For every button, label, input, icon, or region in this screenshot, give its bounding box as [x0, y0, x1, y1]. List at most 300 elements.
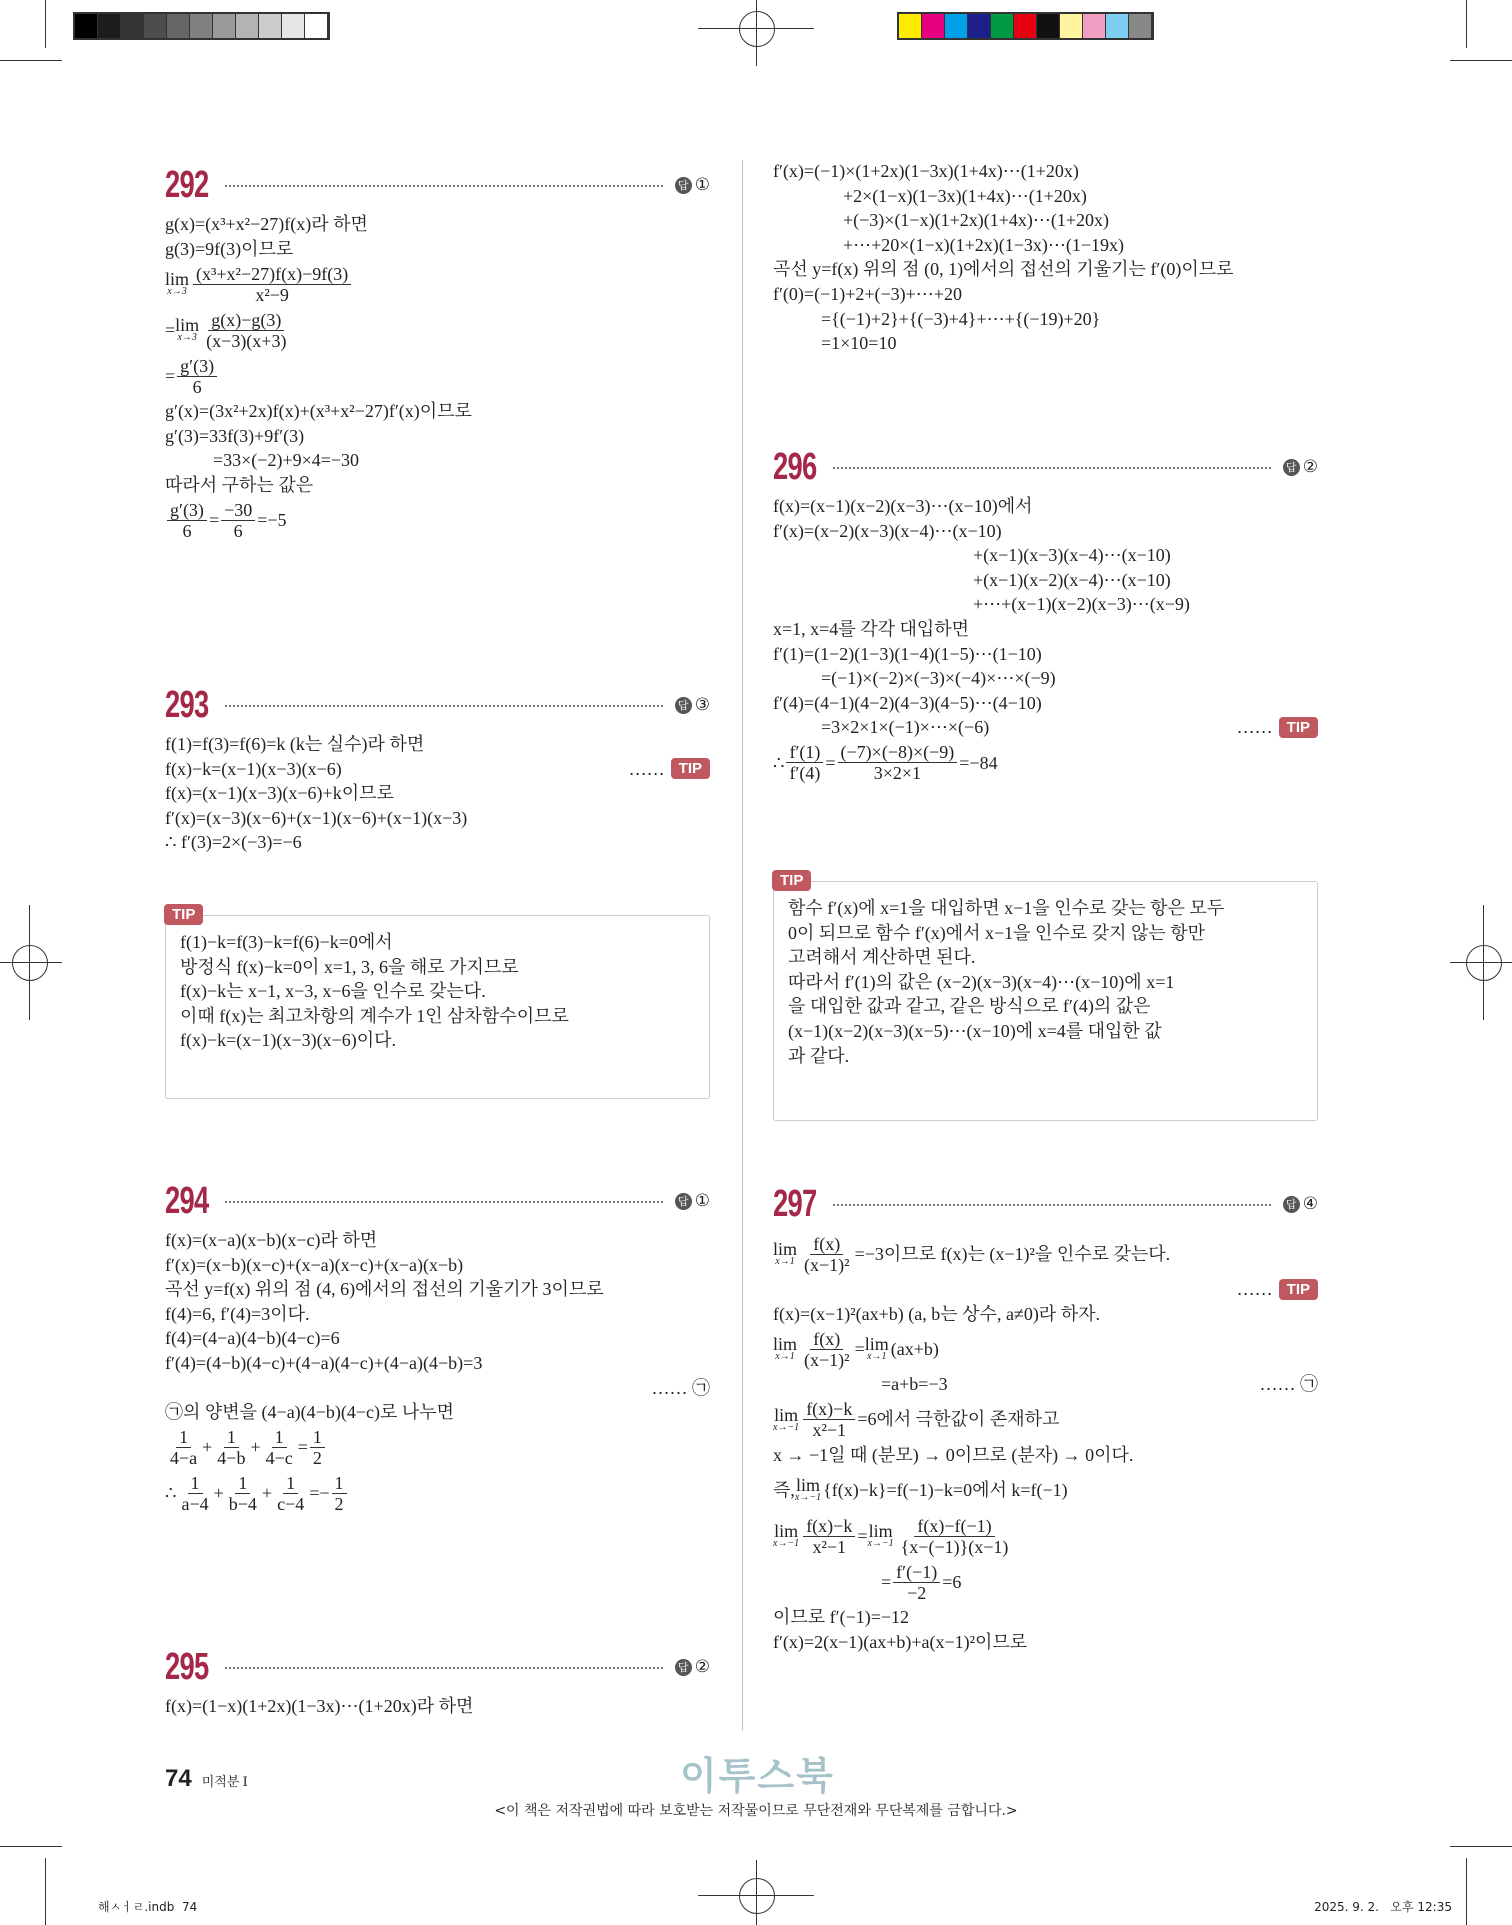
solution-line	[773, 208, 1318, 233]
color-swatch	[213, 14, 236, 38]
math-text: =a+b=−3	[881, 1374, 948, 1395]
math-text: f(x)=(x−1)(x−2)(x−3)⋯(x−10)에서	[773, 496, 1033, 516]
fraction	[167, 1427, 200, 1468]
solution-body	[773, 1231, 1318, 1655]
math-text: f(x)=(x−a)(x−b)(x−c)라 하면	[165, 1230, 378, 1250]
math-text: +⋯+(x−1)(x−2)(x−3)⋯(x−9)	[973, 594, 1190, 615]
limit-subscript: x→−1	[867, 1538, 894, 1550]
ellipsis-marker: …… ㉠	[651, 1377, 710, 1398]
answer	[675, 695, 710, 715]
ellipsis-marker: ……	[1236, 1279, 1273, 1299]
solution-line	[773, 159, 1318, 184]
limit	[867, 1523, 893, 1549]
math-text: x=1, x=4를 각각 대입하면	[773, 618, 970, 639]
numerator: f(x)−k	[803, 1516, 855, 1537]
ellipsis-marker: ……	[1236, 717, 1273, 738]
math-text: ㉠의 양변을 (4−a)(4−b)(4−c)로 나누면	[165, 1402, 455, 1423]
color-swatch	[305, 14, 328, 38]
solution-line	[165, 1425, 710, 1471]
math-text: ∴	[773, 752, 785, 773]
solution-line	[165, 498, 710, 544]
math-text: 방정식 f(x)−k=0이 x=1, 3, 6을 해로 가지므로	[180, 956, 519, 977]
math-text: f′(x)=(x−3)(x−6)+(x−1)(x−6)+(x−1)(x−3)	[165, 807, 468, 828]
numerator: 1	[224, 1427, 239, 1448]
page-number: 74	[165, 1765, 192, 1792]
problem-number: 295	[165, 1645, 209, 1688]
color-swatch	[899, 14, 922, 38]
math-text: =33×(−2)+9×4=−30	[213, 450, 360, 471]
solution-line	[165, 399, 710, 424]
solution-line	[773, 331, 1318, 356]
math-text: g(x)=(x³+x²−27)f(x)라 하면	[165, 214, 368, 234]
numerator: g(x)−g(3)	[208, 310, 284, 331]
answer-value: ①	[694, 175, 710, 194]
answer-icon: 답	[675, 1659, 692, 1676]
fraction	[803, 1516, 855, 1557]
solution-line	[165, 1277, 710, 1302]
math-text: =1×10=10	[821, 333, 897, 354]
math-text: =−84	[959, 752, 998, 773]
answer	[675, 175, 710, 195]
color-swatch	[1014, 14, 1037, 38]
registration-mark	[1466, 945, 1502, 981]
math-text: 0이 되므로 함수 f′(x)에서 x−1을 인수로 갖지 않는 항만	[788, 922, 1206, 943]
solution-292	[165, 165, 710, 544]
numerator: 1	[235, 1473, 250, 1494]
denominator: 4−b	[217, 1448, 246, 1469]
math-text: 과 같다.	[788, 1045, 850, 1066]
solution-line	[773, 282, 1318, 307]
color-swatch	[259, 14, 282, 38]
solution-line	[165, 1694, 710, 1719]
color-swatch	[1106, 14, 1129, 38]
color-swatch	[144, 14, 167, 38]
math-text: g′(x)=(3x²+2x)f(x)+(x³+x²−27)f′(x)이므로	[165, 401, 472, 422]
fraction	[786, 742, 823, 783]
numerator: 1	[283, 1473, 298, 1494]
color-swatch	[282, 14, 305, 38]
solution-line	[773, 1302, 1318, 1327]
math-text: =6	[942, 1572, 962, 1593]
solution-line	[773, 494, 1318, 519]
tip-badge: TIP	[671, 758, 710, 779]
tip-box	[165, 906, 710, 1099]
math-text: +	[213, 1483, 224, 1504]
solution-line	[165, 1376, 710, 1401]
solution-295	[165, 1647, 710, 1719]
solution-line	[773, 666, 1318, 691]
dotted-leader	[225, 1201, 663, 1203]
limit	[175, 317, 199, 343]
solution-line	[773, 1277, 1318, 1302]
crop-mark	[45, 0, 46, 48]
dotted-leader	[225, 1667, 663, 1669]
answer-value: ②	[694, 1657, 710, 1676]
crop-mark	[1466, 1858, 1467, 1925]
math-text: =	[854, 1338, 865, 1359]
denominator: x²−9	[255, 284, 289, 305]
solution-line	[180, 955, 695, 980]
fraction	[167, 500, 207, 541]
denominator: (x−1)²	[804, 1254, 850, 1275]
math-text: =	[165, 365, 176, 386]
denominator: b−4	[228, 1494, 257, 1515]
dotted-leader	[833, 1204, 1271, 1206]
lim-word: lim	[774, 1404, 799, 1425]
solution-line	[180, 930, 695, 955]
solution-line	[180, 1004, 695, 1029]
math-text: =−3이므로 f(x)는 (x−1)²을 인수로 갖는다.	[854, 1243, 1171, 1264]
denominator: x²−1	[812, 1420, 847, 1441]
numerator: f(x)−f(−1)	[914, 1516, 994, 1537]
math-text: f(x)−k=(x−1)(x−3)(x−6)이다.	[180, 1030, 396, 1051]
problem-number: 294	[165, 1179, 209, 1222]
color-swatch	[98, 14, 121, 38]
math-text: 즉,	[773, 1480, 795, 1501]
math-text: 고려해서 계산하면 된다.	[788, 947, 976, 968]
solution-295-continued	[773, 159, 1318, 356]
math-text: ∴	[165, 1483, 177, 1504]
solution-line	[165, 1471, 710, 1517]
numerator: g′(3)	[177, 356, 217, 377]
math-text: 이때 f(x)는 최고차항의 계수가 1인 삼차함수이므로	[180, 1005, 569, 1026]
reference-marker	[1260, 1372, 1319, 1397]
math-text: f′(1)=(1−2)(1−3)(1−4)(1−5)⋯(1−10)	[773, 643, 1042, 664]
solution-line	[165, 212, 710, 237]
solution-line	[165, 1302, 710, 1327]
solution-line	[165, 353, 710, 399]
crop-mark	[45, 1858, 46, 1925]
registration-mark	[756, 0, 757, 66]
solution-line	[773, 740, 1318, 786]
numerator: g′(3)	[167, 500, 207, 521]
answer-value: ③	[694, 695, 710, 714]
math-text: f′(4)=(4−b)(4−c)+(4−a)(4−c)+(4−a)(4−b)=3	[165, 1352, 483, 1373]
answer	[1283, 457, 1318, 477]
math-text: f′(x)=2(x−1)(ax+b)+a(x−1)²이므로	[773, 1631, 1028, 1652]
denominator: (x−1)²	[804, 1349, 850, 1370]
solution-line	[180, 1028, 695, 1053]
problem-header	[773, 1184, 1318, 1224]
lim-word: lim	[774, 1521, 799, 1542]
registration-mark	[12, 945, 48, 981]
crop-mark	[1466, 0, 1467, 48]
answer-value: ④	[1302, 1194, 1318, 1213]
fraction	[332, 1473, 347, 1514]
math-text: (ax+b)	[890, 1338, 939, 1359]
fraction	[801, 1329, 853, 1370]
slug-date: 2025. 9. 2. 오후 12:35	[1314, 1900, 1452, 1914]
limit-subscript: x→1	[867, 1351, 887, 1363]
math-text: 곡선 y=f(x) 위의 점 (0, 1)에서의 접선의 기울기는 f′(0)이므로	[773, 259, 1234, 280]
limit-subscript: x→−1	[773, 1538, 800, 1550]
math-text: g(3)=9f(3)이므로	[165, 238, 294, 259]
math-text: f′(4)=(4−1)(4−2)(4−3)(4−5)⋯(4−10)	[773, 692, 1042, 713]
answer-icon: 답	[1283, 459, 1300, 476]
math-text: =	[857, 1526, 868, 1547]
limit-subscript: x→1	[775, 1256, 795, 1267]
math-text: f(4)=6, f′(4)=3이다.	[165, 1303, 310, 1324]
solution-line	[165, 830, 710, 855]
problem-header	[165, 165, 710, 205]
math-text: +	[261, 1483, 273, 1504]
reference-marker	[629, 757, 710, 782]
solution-line	[773, 1467, 1318, 1513]
math-text: +2×(1−x)(1−3x)(1+4x)⋯(1+20x)	[843, 185, 1087, 206]
fraction	[893, 1562, 940, 1603]
grayscale-calibration-bar	[73, 12, 330, 40]
math-text: f′(0)=(−1)+2+(−3)+⋯+20	[773, 283, 962, 304]
solution-body	[165, 1228, 710, 1517]
color-swatch	[1037, 14, 1060, 38]
numerator: f(x)−k	[803, 1399, 855, 1420]
answer	[1283, 1194, 1318, 1214]
solution-line	[773, 233, 1318, 258]
solution-line	[165, 473, 710, 498]
solution-296	[773, 445, 1318, 1066]
math-text: g′(3)=33f(3)+9f′(3)	[165, 425, 305, 446]
solution-line	[773, 1559, 1318, 1605]
solution-line	[165, 237, 710, 262]
problem-number: 296	[773, 445, 817, 488]
math-text: =6에서 극한값이 존재하고	[857, 1409, 1060, 1430]
math-text: 이므로 f′(−1)=−12	[773, 1607, 910, 1628]
numerator: f(x)	[810, 1329, 843, 1350]
math-text: 따라서 구하는 값은	[165, 474, 314, 495]
denominator: a−4	[181, 1494, 209, 1515]
math-text: f′(x)=(x−b)(x−c)+(x−a)(x−c)+(x−a)(x−b)	[165, 1254, 464, 1275]
solution-line	[773, 1605, 1318, 1630]
solution-line	[773, 1372, 1318, 1397]
math-text: f(x)−k=(x−1)(x−3)(x−6)	[165, 758, 342, 779]
denominator: 4−a	[170, 1448, 198, 1469]
solution-line	[773, 257, 1318, 282]
limit-subscript: x→3	[167, 286, 187, 298]
registration-mark	[739, 1878, 775, 1914]
answer	[675, 1657, 710, 1677]
numerator: 1	[310, 1427, 325, 1448]
solution-294	[165, 1181, 710, 1517]
fraction	[177, 356, 217, 397]
dotted-leader	[225, 705, 663, 707]
solution-line	[788, 921, 1303, 946]
fraction	[803, 1399, 855, 1440]
solution-line	[788, 1044, 1303, 1069]
math-text: 곡선 y=f(x) 위의 점 (4, 6)에서의 접선의 기울기가 3이므로	[165, 1279, 604, 1300]
math-text: f(x)=(1−x)(1+2x)(1−3x)⋯(1+20x)라 하면	[165, 1696, 474, 1716]
math-text: f(4)=(4−a)(4−b)(4−c)=6	[165, 1328, 340, 1349]
registration-mark	[0, 962, 62, 963]
solution-line	[773, 1326, 1318, 1372]
math-text: 함수 f′(x)에 x=1을 대입하면 x−1을 인수로 갖는 항은 모두	[788, 898, 1225, 918]
color-swatch	[75, 14, 98, 38]
limit	[773, 1241, 797, 1267]
solution-line	[165, 732, 710, 757]
math-text: +(x−1)(x−2)(x−4)⋯(x−10)	[973, 569, 1171, 590]
solution-line	[773, 715, 1318, 740]
fraction	[801, 1234, 853, 1275]
math-text: =−	[309, 1483, 330, 1504]
solution-line	[788, 945, 1303, 970]
solution-body	[773, 159, 1318, 356]
denominator: −2	[907, 1582, 927, 1603]
limit-subscript: x→1	[775, 1351, 795, 1363]
solution-line	[165, 757, 710, 782]
math-text: =	[165, 319, 176, 340]
lim-word: lim	[864, 1334, 889, 1355]
math-text: =	[825, 752, 836, 773]
lim-word: lim	[773, 1334, 798, 1355]
math-text: =	[297, 1437, 308, 1458]
math-text: +⋯+20×(1−x)(1+2x)(1−3x)⋯(1−19x)	[843, 234, 1125, 255]
solution-line	[773, 592, 1318, 617]
solution-line	[773, 1397, 1318, 1443]
limit-subscript: x→−1	[773, 1421, 800, 1433]
tip-badge: TIP	[772, 870, 811, 891]
lim-word: lim	[795, 1475, 820, 1496]
problem-header	[165, 1181, 710, 1221]
solution-line	[165, 424, 710, 449]
tip-badge: TIP	[164, 904, 203, 925]
math-text: ={(−1)+2}+{(−3)+4}+⋯+{(−19)+20}	[821, 308, 1101, 329]
reference-marker	[1237, 715, 1318, 740]
numerator: 1	[272, 1427, 287, 1448]
answer-value: ①	[694, 1191, 710, 1210]
math-text: +	[250, 1437, 261, 1458]
solution-body	[165, 212, 710, 544]
solution-line	[773, 1630, 1318, 1655]
solution-line	[165, 1400, 710, 1425]
copyright-notice: <이 책은 저작권법에 따라 보호받는 저작물이므로 무단전재와 무단복제를 금합니다.>	[494, 1803, 1018, 1819]
fraction	[178, 1473, 211, 1514]
math-text: =(−1)×(−2)×(−3)×(−4)×⋯×(−9)	[821, 668, 1056, 689]
solution-line	[165, 307, 710, 353]
limit	[773, 1336, 797, 1362]
solution-line	[773, 691, 1318, 716]
solution-line	[165, 1228, 710, 1253]
limit-subscript: x→3	[177, 332, 197, 344]
solution-line	[773, 1443, 1318, 1468]
numerator: 1	[188, 1473, 203, 1494]
solution-line	[180, 979, 695, 1004]
limit	[865, 1336, 889, 1362]
dotted-leader	[225, 185, 663, 187]
limit-subscript: x→−1	[794, 1492, 822, 1504]
math-text: 따라서 f′(1)의 값은 (x−2)(x−3)(x−4)⋯(x−10)에 x=1	[788, 971, 1175, 992]
denominator: 6	[192, 376, 202, 397]
registration-mark	[1450, 962, 1512, 963]
fraction	[310, 1427, 325, 1468]
color-swatch	[1060, 14, 1083, 38]
crop-mark	[1450, 60, 1512, 61]
solution-line	[773, 617, 1318, 642]
solution-line	[773, 642, 1318, 667]
denominator: 4−c	[265, 1448, 293, 1469]
problem-header	[165, 685, 710, 725]
solution-line	[773, 568, 1318, 593]
math-text: f(1)=f(3)=f(6)=k (k는 실수)라 하면	[165, 734, 425, 754]
solution-line	[773, 519, 1318, 544]
color-swatch	[121, 14, 144, 38]
math-text: f(x)−k는 x−1, x−3, x−6을 인수로 갖는다.	[180, 981, 486, 1002]
fraction	[898, 1516, 1012, 1557]
denominator: 2	[312, 1448, 322, 1469]
solution-line	[773, 1231, 1318, 1277]
solution-body	[773, 494, 1318, 786]
dotted-leader	[833, 467, 1271, 469]
solution-line	[165, 448, 710, 473]
reference-marker	[652, 1376, 711, 1401]
denominator: x²−1	[812, 1536, 847, 1557]
solution-line	[788, 1019, 1303, 1044]
denominator: f′(4)	[789, 763, 821, 784]
fraction	[263, 1427, 296, 1468]
math-text: f′(x)=(−1)×(1+2x)(1−3x)(1+4x)⋯(1+20x)	[773, 161, 1079, 181]
solution-line	[773, 307, 1318, 332]
denominator: 6	[182, 521, 192, 542]
registration-mark	[29, 905, 30, 1020]
crop-mark	[0, 1846, 62, 1847]
numerator: −30	[221, 500, 255, 521]
color-swatch	[236, 14, 259, 38]
color-swatch	[190, 14, 213, 38]
ellipsis-marker: …… ㉠	[1259, 1374, 1318, 1395]
tip-badge: TIP	[1279, 717, 1318, 738]
lim-word: lim	[165, 269, 190, 290]
page-footer	[165, 1765, 248, 1793]
solution-line	[773, 543, 1318, 568]
solution-297	[773, 1184, 1318, 1655]
fraction	[274, 1473, 307, 1514]
solution-line	[773, 184, 1318, 209]
denominator: c−4	[277, 1494, 305, 1515]
solution-line	[773, 1513, 1318, 1559]
crop-mark	[0, 60, 62, 61]
math-text: f′(x)=(x−2)(x−3)(x−4)⋯(x−10)	[773, 520, 1002, 541]
math-text: =−5	[257, 510, 287, 531]
math-text: f(x)=(x−1)(x−3)(x−6)+k이므로	[165, 783, 394, 804]
numerator: 1	[332, 1473, 347, 1494]
solution-line	[165, 261, 710, 307]
solution-body	[165, 1694, 710, 1719]
tip-box	[773, 872, 1318, 1121]
ellipsis-marker: ……	[628, 758, 665, 779]
color-swatch	[167, 14, 190, 38]
numerator: (−7)×(−8)×(−9)	[838, 742, 958, 763]
math-text: 을 대입한 값과 같고, 같은 방식으로 f′(4)의 값은	[788, 996, 1151, 1017]
limit	[165, 271, 189, 297]
math-text: x → −1일 때 (분모) → 0이므로 (분자) → 0이다.	[773, 1444, 1134, 1465]
answer-value: ②	[1302, 457, 1318, 476]
math-text: (x−1)(x−2)(x−3)(x−5)⋯(x−10)에 x=4를 대입한 값	[788, 1020, 1162, 1041]
denominator: 3×2×1	[873, 763, 922, 784]
answer	[675, 1191, 710, 1211]
color-swatch	[1129, 14, 1152, 38]
limit	[773, 1523, 799, 1549]
numerator: f′(1)	[786, 742, 823, 763]
color-swatch	[1083, 14, 1106, 38]
lim-word: lim	[868, 1521, 893, 1542]
problem-number: 293	[165, 683, 209, 726]
math-text: ∴ f′(3)=2×(−3)=−6	[165, 832, 302, 853]
fraction	[221, 500, 255, 541]
numerator: 1	[176, 1427, 191, 1448]
denominator: 2	[334, 1494, 344, 1515]
watermark-logo: 이투스북	[680, 1754, 835, 1798]
lim-word: lim	[773, 1239, 798, 1259]
math-text: =	[208, 510, 220, 531]
registration-mark	[1483, 905, 1484, 1020]
